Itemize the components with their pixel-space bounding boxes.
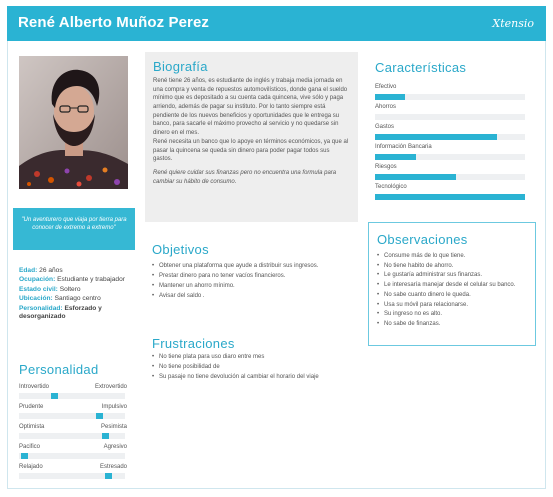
biography-paragraph: René necesita un banco que lo apoye en términos económicos, ya que al pasar la quincena se queda sin dinero para poder pagar todos sus gastos. [153,138,349,163]
list-item: • Mantener un ahorro mínimo. [152,282,362,292]
biography-title: Biografía [153,59,208,74]
characteristics-bars [375,84,527,204]
observations-title: Observaciones [377,232,468,247]
list-item: • Usa su móvil para relacionarse. [377,301,527,311]
slider-right-label: Impulsivo [101,404,127,410]
bar-fill [375,94,405,100]
personality-slider [19,424,127,444]
list-item: • Obtener una plataforma que ayude a distribuir sus ingresos. [152,262,362,272]
objectives-list [152,262,362,302]
slider-knob [51,393,58,399]
info-label: Ocupación: [19,276,56,284]
biography-section [145,52,358,222]
list-item: • Prestar dinero para no tener vacíos financieros. [152,272,362,282]
list-item: • No sabe de finanzas. [377,320,527,330]
header-bar [7,6,546,41]
persona-photo [19,56,128,189]
info-occupation [19,276,144,285]
slider-right-label: Estresado [99,464,127,470]
personality-slider [19,384,127,404]
slider-right-label: Agresivo [103,444,127,450]
bar-label: Riesgos [375,164,397,170]
biography-italic-note: René quiere cuidar sus finanzas pero no encuentra una formula para cambiar su hábito de consumo. [153,169,337,185]
bar-fill [375,134,497,140]
list-item: • Avisar del saldo . [152,292,362,302]
slider-left-label: Introvertido [19,384,50,390]
info-civil-status [19,286,144,295]
characteristic-bar [375,124,527,144]
slider-left-label: Pacifico [19,444,41,450]
slider-knob [105,473,112,479]
list-item: • Su ingreso no es alto. [377,310,527,320]
frustrations-list [152,353,362,383]
characteristic-bar [375,164,527,184]
bar-label: Efectivo [375,84,397,90]
list-item: • No tiene habito de ahorro. [377,262,527,272]
info-value: Esforzado y desorganizado [19,304,102,321]
info-value: Estudiante y trabajador [57,276,125,284]
list-item: • No tiene plata para uso diaro entre mes [152,353,362,363]
characteristic-bar [375,144,527,164]
slider-right-label: Pesimista [100,424,127,430]
slider-track [19,413,125,419]
characteristic-bar [375,104,527,124]
info-label: Edad: [19,267,38,274]
persona-info [19,267,144,323]
slider-right-label: Extrovertido [94,384,127,390]
info-age [19,267,144,276]
bar-label: Información Bancaria [375,144,432,150]
slider-knob [102,433,109,439]
characteristic-bar [375,84,527,104]
objectives-title: Objetivos [152,242,209,257]
slider-left-label: Optimista [19,424,45,430]
bar-label: Ahorros [375,104,397,110]
persona-quote: "Un aventurero que viaja por tierra para conocer de extremo a extremo" [13,208,135,250]
observations-box [368,222,536,346]
personality-slider [19,404,127,424]
bar-track [375,114,525,120]
personality-slider [19,464,127,484]
slider-left-label: Relajado [19,464,43,470]
list-item: • Consume más de lo que tiene. [377,252,527,262]
brand-logo[interactable]: Xtensio [492,17,534,30]
info-label: Estado civil: [19,285,58,293]
persona-name: René Alberto Muñoz Perez [18,14,210,31]
observations-list [377,252,527,330]
slider-knob [21,453,28,459]
slider-track [19,453,125,459]
characteristics-title: Características [375,60,467,75]
frustrations-title: Frustraciones [152,336,235,351]
personality-sliders [19,384,127,484]
info-label: Ubicación: [19,295,53,303]
info-location [19,295,144,304]
info-label: Personalidad: [19,304,63,312]
characteristic-bar [375,184,527,204]
list-item: • Le interesaría manejar desde el celular su banco. [377,281,527,291]
personality-title: Personalidad [19,362,99,377]
list-item: • No sabe cuanto dinero le queda. [377,291,527,301]
info-value: Soltero [59,285,81,293]
info-value: 26 años [39,267,63,274]
info-personality [19,305,144,323]
slider-knob [96,413,103,419]
slider-track [19,393,125,399]
biography-paragraph: René tiene 26 años, es estudiante de inglés y trabaja media jornada en una compra y venta de repuestos automovilísticos, donde gana el sueldo mínimo que es depositado a su cuenta cada quincena, vive sólo y paga arriendo, además de pagar su instituto. Por lo tanto siempre está pendiente de los nuevos beneficios y oportunidades que le entrega su banco, para sacarle el máximo provecho al servicio y no quedarse sin dinero en el mes. [153,78,348,137]
bar-fill [375,174,456,180]
bar-label: Gastos [375,124,395,130]
list-item: • Le gustaría administrar sus finanzas. [377,271,527,281]
list-item: • No tiene posibilidad de [152,363,362,373]
list-item: • Su pasaje no tiene devolución al cambiar el horario del viaje [152,373,362,383]
personality-slider [19,444,127,464]
slider-left-label: Prudente [19,404,44,410]
bar-fill [375,194,525,200]
info-value: Santiago centro [54,295,101,303]
bar-fill [375,154,416,160]
bar-label: Tecnológico [375,184,407,190]
